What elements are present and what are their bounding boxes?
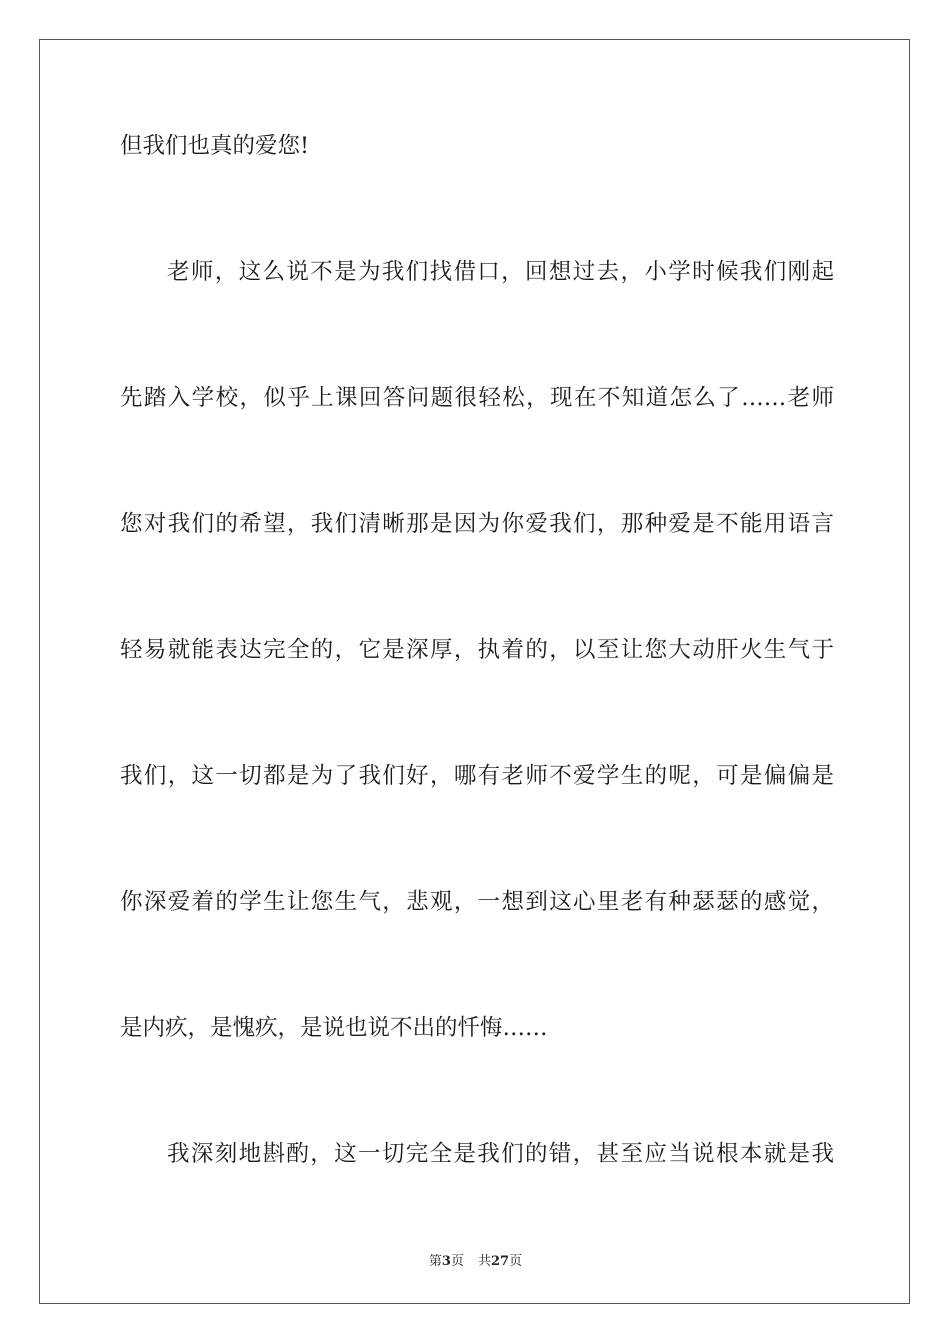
total-suffix: 页 xyxy=(509,1254,523,1269)
total-pages: 27 xyxy=(490,1254,510,1269)
blank-line xyxy=(120,178,834,241)
page-suffix: 页 xyxy=(450,1254,464,1269)
blank-line xyxy=(120,304,834,367)
blank-line xyxy=(120,1060,834,1123)
blank-line xyxy=(120,808,834,871)
text-line-4: 您对我们的希望，我们清晰那是因为你爱我们，那种爱是不能用语言 xyxy=(120,511,834,537)
blank-line xyxy=(120,934,834,997)
text-line-5: 轻易就能表达完全的，它是深厚，执着的，以至让您大动肝火生气于 xyxy=(120,637,834,663)
page-number: 3 xyxy=(441,1254,451,1269)
text-line-1: 但我们也真的爱您! xyxy=(120,133,310,159)
document-body xyxy=(120,115,834,1186)
text-line-8: 是内疚，是愧疚，是说也说不出的忏悔…… xyxy=(120,1015,548,1041)
total-prefix: 共 xyxy=(477,1254,491,1269)
text-line-2: 老师，这么说不是为我们找借口，回想过去，小学时候我们刚起 xyxy=(167,259,834,285)
text-line-7: 你深爱着的学生让您生气，悲观，一想到这心里老有种瑟瑟的感觉， xyxy=(120,889,834,915)
text-line-9: 我深刻地斟酌，这一切完全是我们的错，甚至应当说根本就是我 xyxy=(167,1141,834,1167)
page-prefix: 第 xyxy=(428,1254,442,1269)
text-line-3: 先踏入学校，似乎上课回答问题很轻松，现在不知道怎么了……老师 xyxy=(120,385,834,411)
page-frame xyxy=(39,39,910,1304)
blank-line xyxy=(120,430,834,493)
blank-line xyxy=(120,682,834,745)
page-footer xyxy=(40,1250,911,1269)
blank-line xyxy=(120,556,834,619)
text-line-6: 我们，这一切都是为了我们好，哪有老师不爱学生的呢，可是偏偏是 xyxy=(120,763,834,789)
